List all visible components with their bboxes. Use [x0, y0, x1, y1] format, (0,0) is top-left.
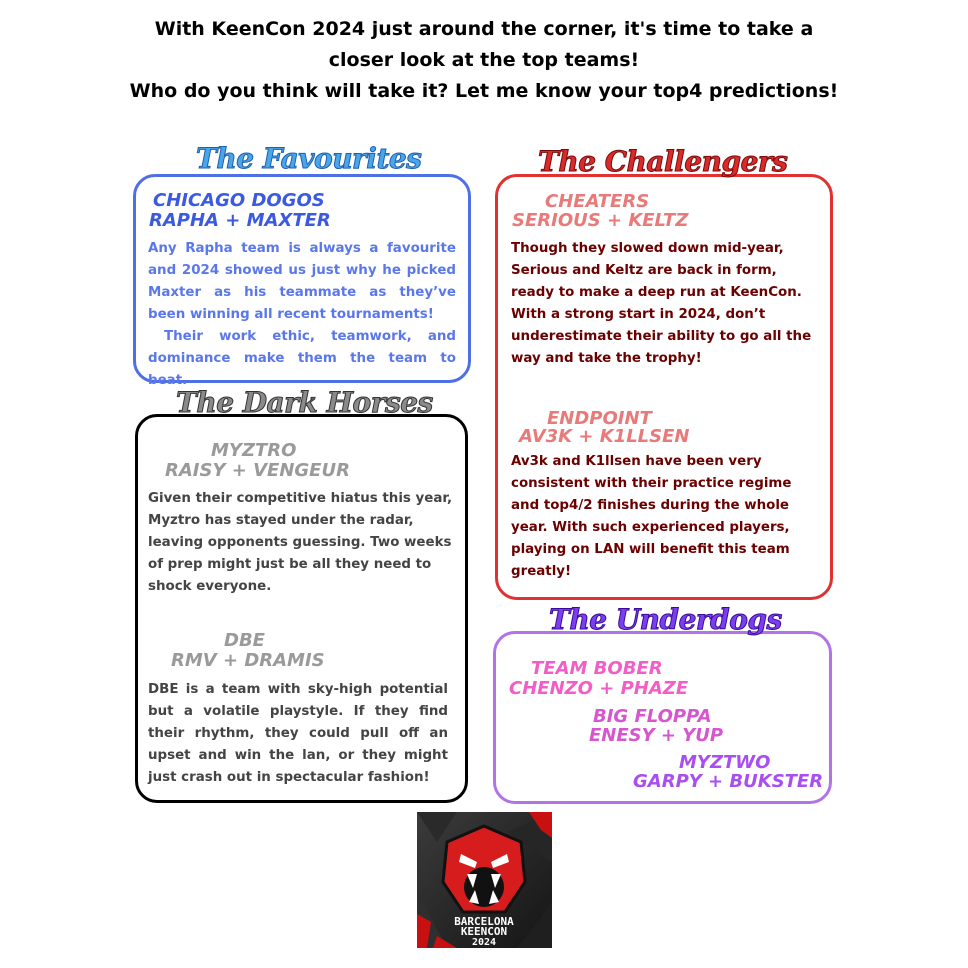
dark-horses-team-2-description: DBE is a team with sky-high potential but a volatile playstyle. If they find their rhythm, they could pull off an upset and win the lan, or they might just crash out in spectacular fashion! [148, 682, 448, 785]
logo-line-2: KEENCON [460, 925, 508, 938]
challengers-team-2-players: AV3K + K1LLSEN [519, 426, 690, 447]
underdogs-team-2-players: ENESY + YUP [589, 725, 724, 746]
underdogs-team-1-name: TEAM BOBER [531, 658, 663, 679]
underdogs-team-3-players: GARPY + BUKSTER [633, 771, 824, 792]
dark-horses-team-1-players: RAISY + VENGEUR [165, 460, 350, 481]
favourites-team-name: CHICAGO DOGOS [153, 190, 325, 211]
headline [60, 14, 908, 107]
challengers-title: The Challengers [538, 145, 788, 178]
favourites-description-p1: Any Rapha team is always a favourite and 2024 showed us just why he picked Maxter as his teammate as they’ve been winning all recent tournaments! [148, 241, 456, 322]
underdogs-team-2-name: BIG FLOPPA [593, 706, 712, 727]
challengers-team-1-name: CHEATERS [545, 191, 650, 212]
favourites-description-p2: Their work ethic, teamwork, and dominance make them the team to beat. [148, 329, 456, 388]
challengers-team-2-description: Av3k and K1llsen have been very consistent with their practice regime and top4/2 finishes during the whole year. With such experienced players, playing on LAN will benefit this team greatly! [511, 454, 792, 579]
dark-horses-team-1-name: MYZTRO [211, 440, 297, 461]
dark-horses-team-2-name: DBE [224, 630, 265, 651]
challengers-team-2-name: ENDPOINT [547, 408, 652, 429]
challengers-team-1-description: Though they slowed down mid-year, Serious and Keltz are back in form, ready to make a deep run at KeenCon. With a strong start in 2024, don’t underestimate their ability to go all the way and take the trophy! [511, 241, 812, 366]
underdogs-team-3-name: MYZTWO [679, 752, 771, 773]
favourites-description [148, 238, 456, 392]
favourites-title: The Favourites [196, 142, 422, 175]
logo-line-1: BARCELONA [454, 915, 514, 928]
challengers-team-1-players: SERIOUS + KELTZ [512, 210, 689, 231]
logo-line-3: 2024 [471, 937, 497, 948]
favourites-team-players: RAPHA + MAXTER [149, 210, 331, 231]
underdogs-title: The Underdogs [549, 603, 782, 636]
underdogs-team-1-players: CHENZO + PHAZE [509, 678, 689, 699]
keencon-logo [417, 812, 552, 948]
headline-line-1: With KeenCon 2024 just around the corner, it's time to take a [154, 18, 814, 40]
headline-line-3: Who do you think will take it? Let me know your top4 predictions! [129, 80, 839, 102]
dark-horses-team-2-players: RMV + DRAMIS [171, 650, 325, 671]
roaring-gorilla-icon [417, 812, 552, 948]
dark-horses-title: The Dark Horses [176, 386, 433, 419]
headline-line-2: closer look at the top teams! [328, 49, 640, 71]
dark-horses-team-1-description: Given their competitive hiatus this year, Myztro has stayed under the radar, leaving opponents guessing. Two weeks of prep might just be all they need to shock everyone. [148, 491, 453, 594]
